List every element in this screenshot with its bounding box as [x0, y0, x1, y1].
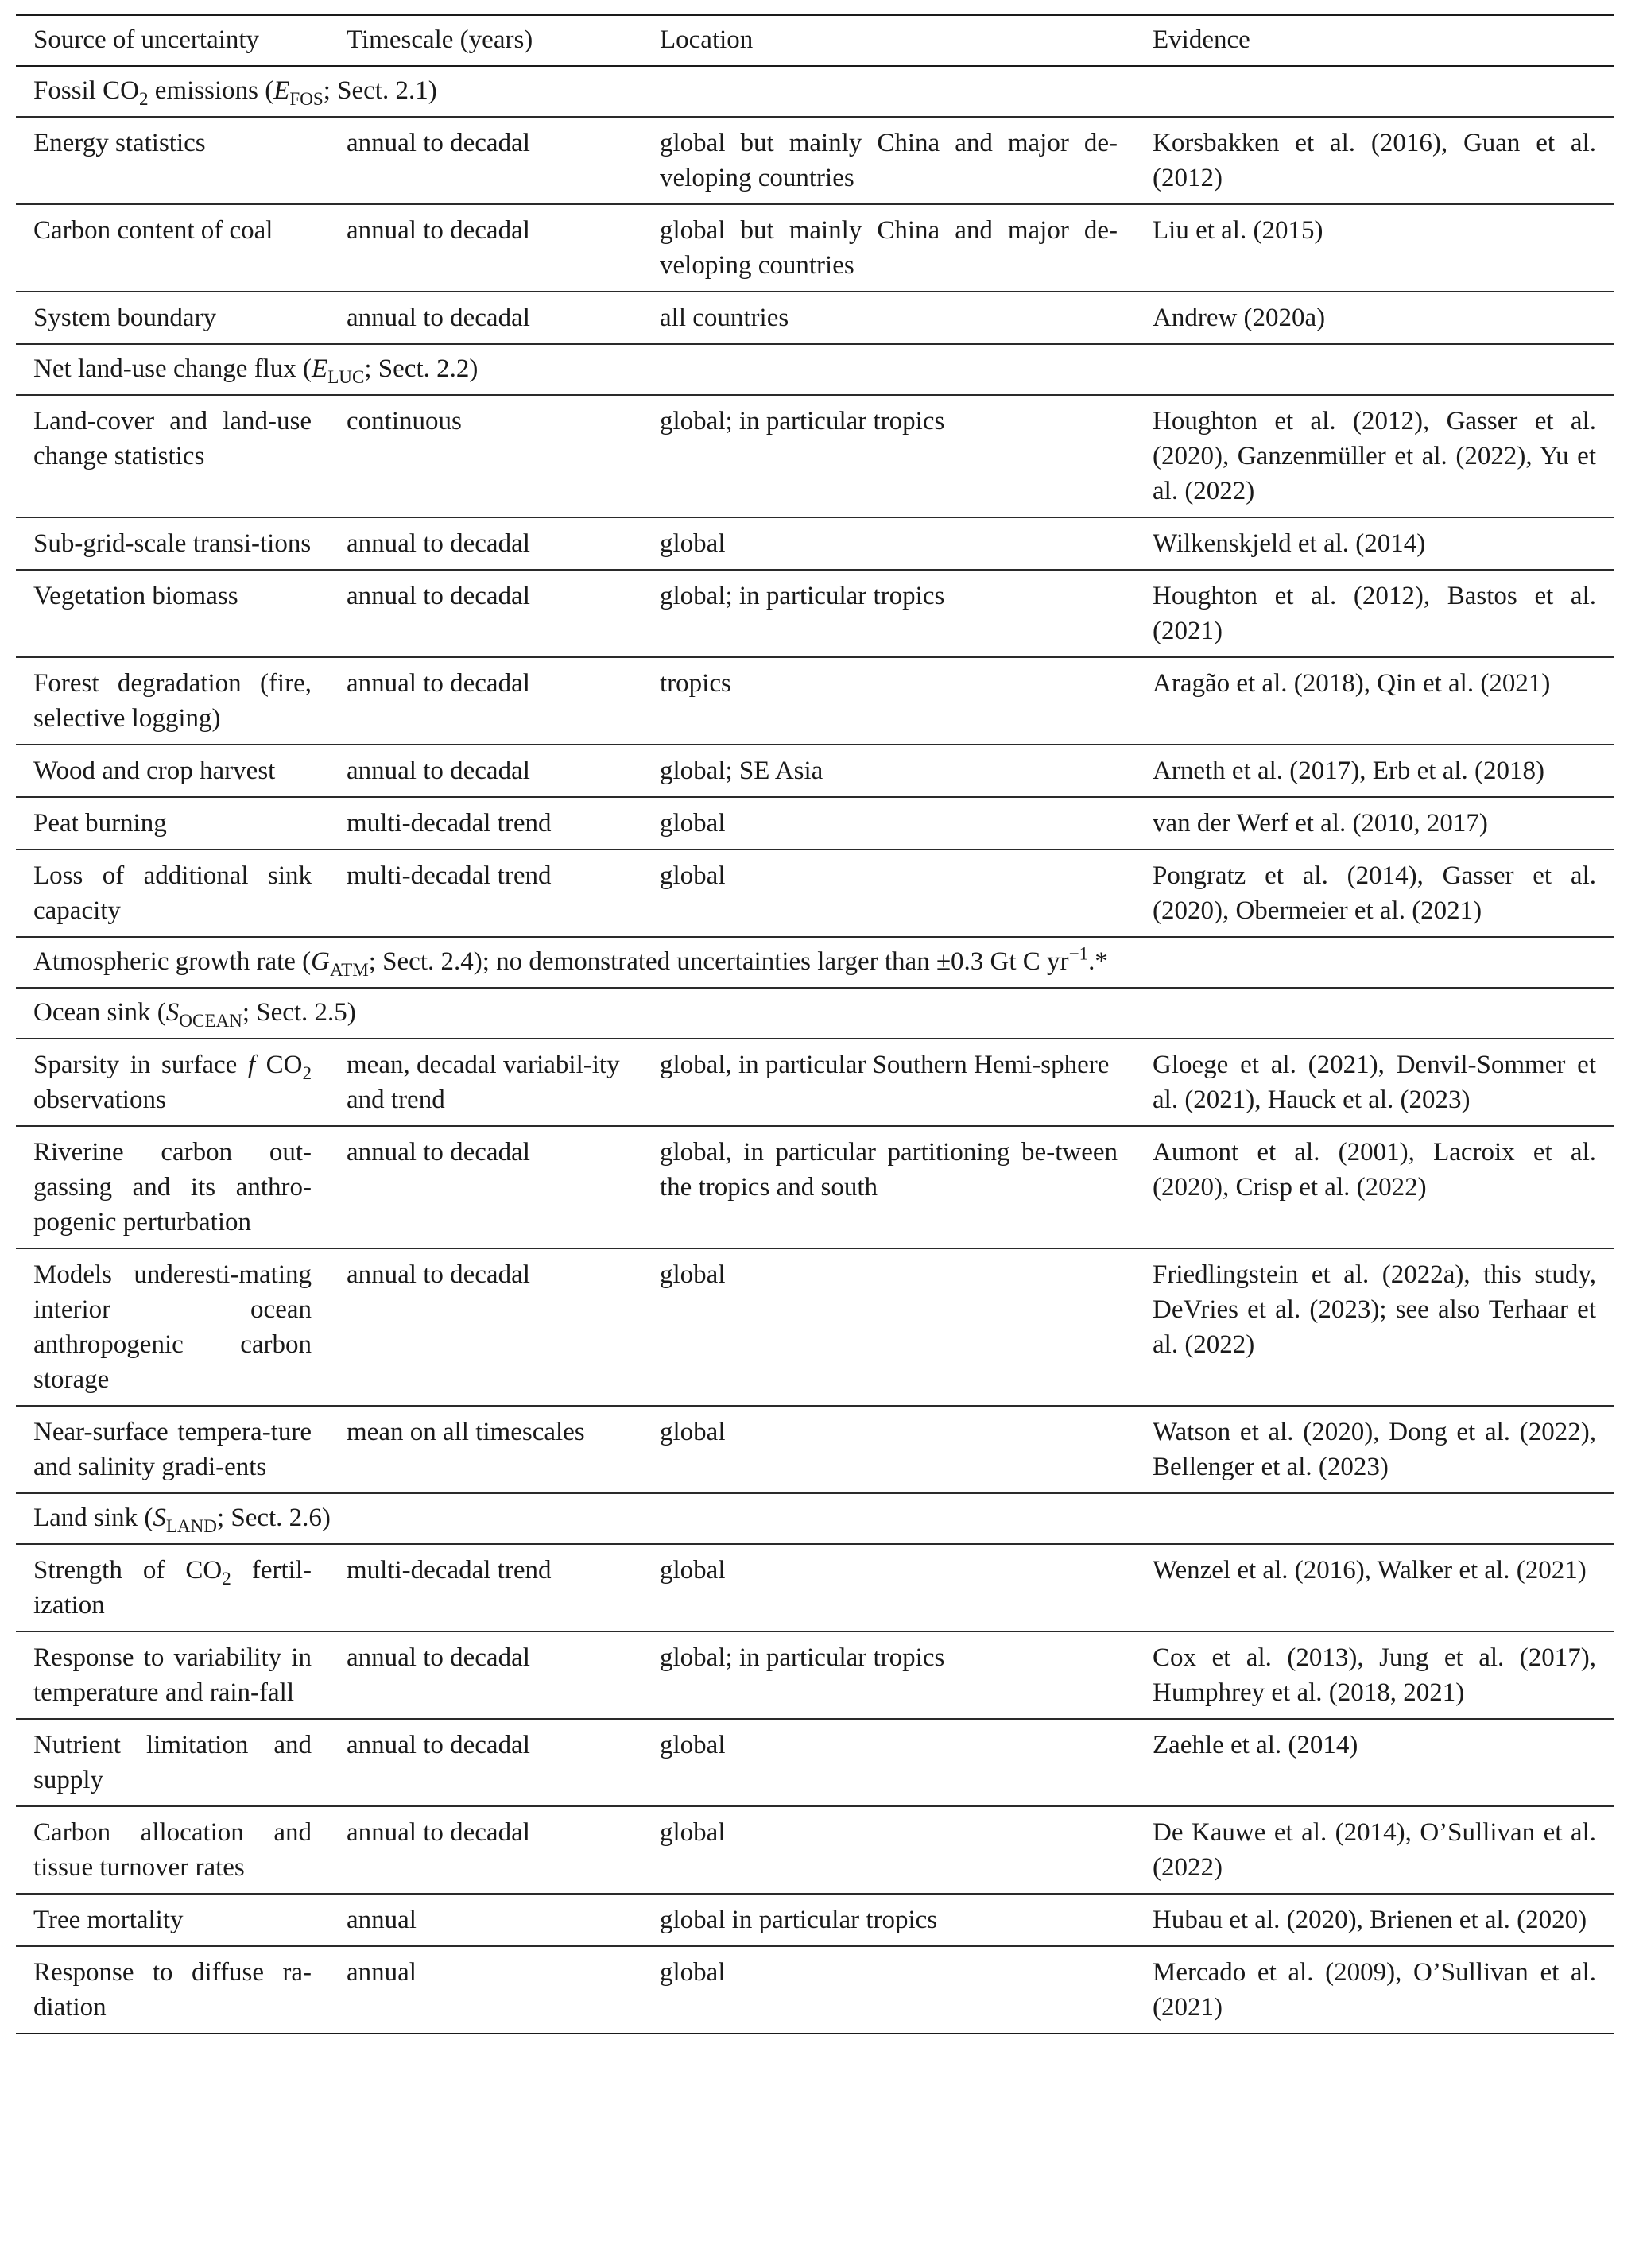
timescale-cell: annual [329, 1894, 642, 1946]
timescale-cell: annual to decadal [329, 1719, 642, 1806]
evidence-cell: Hubau et al. (2020), Brienen et al. (2020) [1135, 1894, 1614, 1946]
header-source: Source of uncertainty [16, 15, 329, 66]
source-cell: Response to variability in temperature and rain-fall [16, 1631, 329, 1719]
group-label-land-sink: Land sink ($S_{LAND}$; Sect. 2.6) [16, 1493, 1614, 1544]
location-cell: global [642, 1806, 1135, 1894]
group-row-atmosphere [16, 937, 1614, 988]
group-label-ocean: Ocean sink ($S_{OCEAN}$; Sect. 2.5) [16, 988, 1614, 1039]
evidence-cell: Pongratz et al. (2014), Gasser et al. (2020), Obermeier et al. (2021) [1135, 850, 1614, 937]
location-cell: global but mainly China and major de-veloping countries [642, 117, 1135, 204]
table-row [16, 395, 1614, 517]
source-cell: Carbon allocation and tissue turnover rates [16, 1806, 329, 1894]
evidence-cell: Wilkenskjeld et al. (2014) [1135, 517, 1614, 570]
table-row [16, 850, 1614, 937]
timescale-cell: annual to decadal [329, 657, 642, 745]
evidence-cell: Cox et al. (2013), Jung et al. (2017), Humphrey et al. (2018, 2021) [1135, 1631, 1614, 1719]
timescale-cell: mean on all timescales [329, 1406, 642, 1493]
location-cell: global; in particular tropics [642, 1631, 1135, 1719]
uncertainty-table [16, 14, 1614, 2034]
location-cell: all countries [642, 292, 1135, 344]
location-cell: global; in particular tropics [642, 570, 1135, 657]
table-row [16, 1248, 1614, 1406]
evidence-cell: Aumont et al. (2001), Lacroix et al. (2020), Crisp et al. (2022) [1135, 1126, 1614, 1248]
source-cell: Nutrient limitation and supply [16, 1719, 329, 1806]
table-row [16, 745, 1614, 797]
evidence-cell: Korsbakken et al. (2016), Guan et al. (2012) [1135, 117, 1614, 204]
location-cell: global [642, 1719, 1135, 1806]
evidence-cell: De Kauwe et al. (2014), O’Sullivan et al. (2022) [1135, 1806, 1614, 1894]
evidence-cell: van der Werf et al. (2010, 2017) [1135, 797, 1614, 850]
timescale-cell: annual to decadal [329, 1248, 642, 1406]
group-row-ocean [16, 988, 1614, 1039]
source-cell: Energy statistics [16, 117, 329, 204]
location-cell: global, in particular partitioning be-tween the tropics and south [642, 1126, 1135, 1248]
source-cell: Near-surface tempera-ture and salinity gradi-ents [16, 1406, 329, 1493]
timescale-cell: multi-decadal trend [329, 1544, 642, 1631]
evidence-cell: Gloege et al. (2021), Denvil-Sommer et al. (2021), Hauck et al. (2023) [1135, 1039, 1614, 1126]
source-cell: Peat burning [16, 797, 329, 850]
evidence-cell: Watson et al. (2020), Dong et al. (2022), Bellenger et al. (2023) [1135, 1406, 1614, 1493]
table-row [16, 1406, 1614, 1493]
evidence-cell: Houghton et al. (2012), Gasser et al. (2020), Ganzenmüller et al. (2022), Yu et al. (2022) [1135, 395, 1614, 517]
header-timescale: Timescale (years) [329, 15, 642, 66]
location-cell: global [642, 1406, 1135, 1493]
source-cell: Forest degradation (fire, selective logging) [16, 657, 329, 745]
source-cell: Sub-grid-scale transi-tions [16, 517, 329, 570]
table-row [16, 1719, 1614, 1806]
timescale-cell: annual to decadal [329, 292, 642, 344]
evidence-cell: Arneth et al. (2017), Erb et al. (2018) [1135, 745, 1614, 797]
location-cell: global but mainly China and major de-veloping countries [642, 204, 1135, 292]
evidence-cell: Andrew (2020a) [1135, 292, 1614, 344]
table-row [16, 1039, 1614, 1126]
location-cell: global [642, 1946, 1135, 2034]
table-row [16, 657, 1614, 745]
table-row [16, 570, 1614, 657]
table-row [16, 1631, 1614, 1719]
table-row [16, 292, 1614, 344]
timescale-cell: continuous [329, 395, 642, 517]
group-label-land-use: Net land-use change flux ($E_{LUC}$; Sect. 2.2) [16, 344, 1614, 395]
table-row [16, 1126, 1614, 1248]
evidence-cell: Mercado et al. (2009), O’Sullivan et al. (2021) [1135, 1946, 1614, 2034]
evidence-cell: Liu et al. (2015) [1135, 204, 1614, 292]
table-header-row [16, 15, 1614, 66]
source-cell: Carbon content of coal [16, 204, 329, 292]
table-row [16, 797, 1614, 850]
source-cell: Wood and crop harvest [16, 745, 329, 797]
timescale-cell: annual to decadal [329, 1806, 642, 1894]
location-cell: global, in particular Southern Hemi-sphere [642, 1039, 1135, 1126]
evidence-cell: Houghton et al. (2012), Bastos et al. (2021) [1135, 570, 1614, 657]
timescale-cell: mean, decadal variabil-ity and trend [329, 1039, 642, 1126]
group-row-land-sink [16, 1493, 1614, 1544]
table-row [16, 1894, 1614, 1946]
evidence-cell: Aragão et al. (2018), Qin et al. (2021) [1135, 657, 1614, 745]
group-row-land-use [16, 344, 1614, 395]
group-label-atmosphere: Atmospheric growth rate ($G_{ATM}$; Sect. 2.4); no demonstrated uncertainties larger than ±0.3 Gt C $yr^{-1}.*$ [16, 937, 1614, 988]
source-cell: Response to diffuse ra-diation [16, 1946, 329, 2034]
source-cell: Land-cover and land-use change statistics [16, 395, 329, 517]
timescale-cell: multi-decadal trend [329, 797, 642, 850]
location-cell: global [642, 850, 1135, 937]
source-cell: Vegetation biomass [16, 570, 329, 657]
timescale-cell: annual [329, 1946, 642, 2034]
table-row [16, 204, 1614, 292]
location-cell: global in particular tropics [642, 1894, 1135, 1946]
table-row [16, 117, 1614, 204]
evidence-cell: Zaehle et al. (2014) [1135, 1719, 1614, 1806]
evidence-cell: Wenzel et al. (2016), Walker et al. (2021) [1135, 1544, 1614, 1631]
timescale-cell: annual to decadal [329, 517, 642, 570]
table-row [16, 1806, 1614, 1894]
timescale-cell: annual to decadal [329, 570, 642, 657]
source-cell: Loss of additional sink capacity [16, 850, 329, 937]
location-cell: global [642, 1544, 1135, 1631]
location-cell: tropics [642, 657, 1135, 745]
header-evidence: Evidence [1135, 15, 1614, 66]
source-cell: Sparsity in surface f $CO_2$ observations [16, 1039, 329, 1126]
group-row-fossil [16, 66, 1614, 117]
timescale-cell: multi-decadal trend [329, 850, 642, 937]
location-cell: global [642, 517, 1135, 570]
table-row [16, 1946, 1614, 2034]
group-label-fossil: Fossil $CO_2$ emissions ($E_{FOS}$; Sect. 2.1) [16, 66, 1614, 117]
location-cell: global [642, 797, 1135, 850]
timescale-cell: annual to decadal [329, 1631, 642, 1719]
source-cell: Tree mortality [16, 1894, 329, 1946]
source-cell: Riverine carbon out-gassing and its anthro-pogenic perturbation [16, 1126, 329, 1248]
location-cell: global [642, 1248, 1135, 1406]
location-cell: global; in particular tropics [642, 395, 1135, 517]
source-cell: Models underesti-mating interior ocean anthropogenic carbon storage [16, 1248, 329, 1406]
table-row [16, 517, 1614, 570]
location-cell: global; SE Asia [642, 745, 1135, 797]
timescale-cell: annual to decadal [329, 204, 642, 292]
evidence-cell: Friedlingstein et al. (2022a), this study, DeVries et al. (2023); see also Terhaar et al. (2022) [1135, 1248, 1614, 1406]
header-location: Location [642, 15, 1135, 66]
timescale-cell: annual to decadal [329, 117, 642, 204]
table-row [16, 1544, 1614, 1631]
source-cell: System boundary [16, 292, 329, 344]
source-cell: Strength of $CO_2$ fertil-ization [16, 1544, 329, 1631]
timescale-cell: annual to decadal [329, 745, 642, 797]
timescale-cell: annual to decadal [329, 1126, 642, 1248]
